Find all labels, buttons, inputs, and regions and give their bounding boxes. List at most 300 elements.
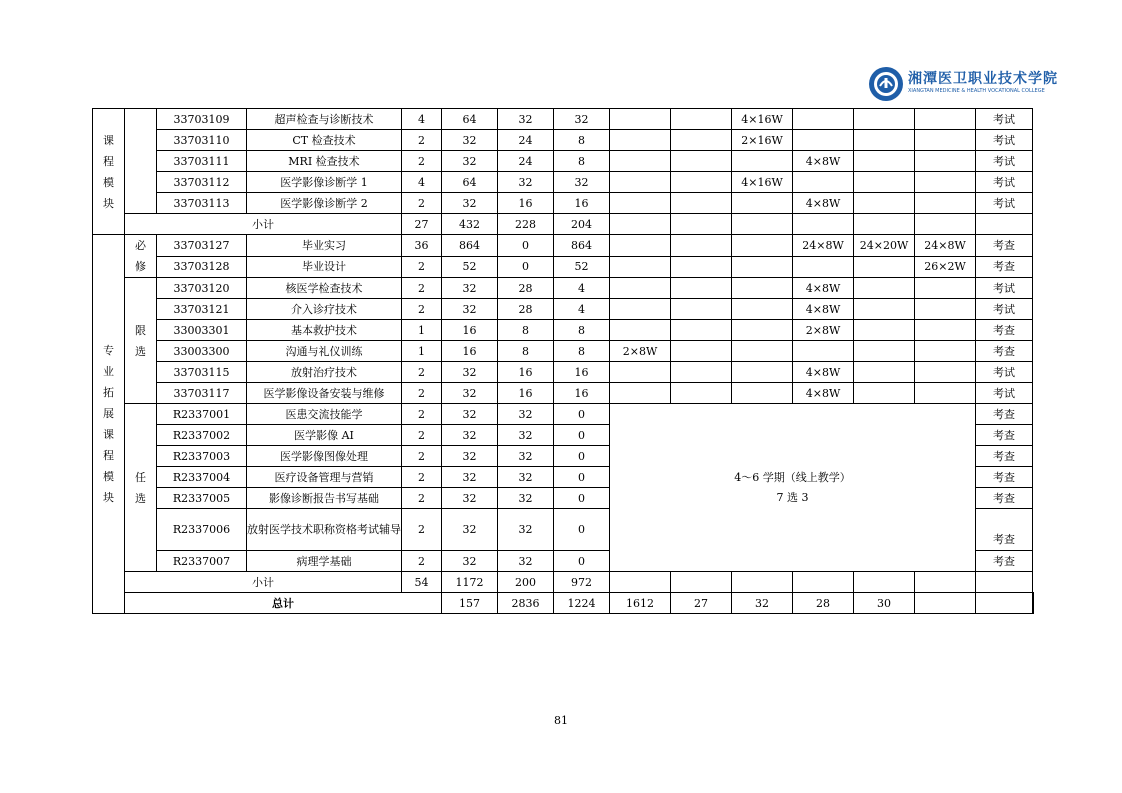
semester-3-hours — [732, 341, 793, 362]
logo-cn-name: 湘潭医卫职业技术学院 — [908, 71, 1058, 87]
semester-2-hours — [671, 341, 732, 362]
assessment-type: 考试 — [976, 278, 1033, 299]
empty-cell — [915, 572, 976, 593]
semester-4-hours — [793, 172, 854, 193]
credit: 2 — [402, 151, 442, 172]
semester-3-hours — [732, 193, 793, 214]
practice-hours: 4 — [554, 299, 610, 320]
theory-hours: 32 — [498, 172, 554, 193]
grand-total-credit: 157 — [442, 593, 498, 614]
professional-extension-module-label — [93, 235, 125, 614]
grand-total-semester-5 — [915, 593, 976, 614]
course-name: CT 检查技术 — [247, 130, 402, 151]
credit: 2 — [402, 278, 442, 299]
theory-hours: 32 — [498, 509, 554, 551]
semester-6-hours: 26×2W — [915, 256, 976, 278]
course-code: R2337001 — [157, 404, 247, 425]
credit: 2 — [402, 130, 442, 151]
semester-1-hours — [610, 299, 671, 320]
semester-5-hours — [854, 320, 915, 341]
practice-hours: 0 — [554, 446, 610, 467]
limited-elective-label-char: 限 — [135, 323, 146, 337]
semester-4-hours: 24×8W — [793, 235, 854, 257]
course-code: 33703111 — [157, 151, 247, 172]
table-row — [93, 404, 1034, 425]
course-module-label — [93, 109, 125, 235]
subtotal-practice-hours: 972 — [554, 572, 610, 593]
semester-1-hours — [610, 235, 671, 257]
semester-5-hours: 24×20W — [854, 235, 915, 257]
assessment-type: 考试 — [976, 383, 1033, 404]
theory-hours: 8 — [498, 341, 554, 362]
semester-4-hours: 4×8W — [793, 362, 854, 383]
course-code: 33703109 — [157, 109, 247, 130]
semester-5-hours — [854, 151, 915, 172]
semester-1-hours — [610, 383, 671, 404]
semester-4-hours: 4×8W — [793, 383, 854, 404]
semester-4-hours — [793, 130, 854, 151]
credit: 2 — [402, 551, 442, 572]
semester-2-hours — [671, 362, 732, 383]
table-row — [93, 172, 1034, 193]
semester-5-hours — [854, 362, 915, 383]
optional-elective-label-char: 选 — [135, 491, 146, 505]
credit: 2 — [402, 256, 442, 278]
semester-4-hours — [793, 109, 854, 130]
course-code: 33003300 — [157, 341, 247, 362]
total-hours: 864 — [442, 235, 498, 257]
semester-2-hours — [671, 299, 732, 320]
semester-2-hours — [671, 278, 732, 299]
total-hours: 16 — [442, 341, 498, 362]
semester-6-hours — [915, 341, 976, 362]
empty-cell — [915, 214, 976, 235]
professional-extension-module-label-char: 课 — [103, 428, 114, 441]
curriculum-table — [92, 108, 1034, 614]
course-name: MRI 检查技术 — [247, 151, 402, 172]
total-hours: 32 — [442, 404, 498, 425]
semester-5-hours — [854, 172, 915, 193]
course-name: 基本救护技术 — [247, 320, 402, 341]
course-code: 33703121 — [157, 299, 247, 320]
course-name: 核医学检查技术 — [247, 278, 402, 299]
course-code: 33703115 — [157, 362, 247, 383]
course-name: 沟通与礼仪训练 — [247, 341, 402, 362]
limited-elective-label — [125, 278, 157, 404]
subtotal-total-hours: 1172 — [442, 572, 498, 593]
course-module-label-char: 课 — [103, 133, 114, 147]
subtotal-label: 小计 — [125, 572, 402, 593]
course-name: 超声检查与诊断技术 — [247, 109, 402, 130]
theory-hours: 28 — [498, 278, 554, 299]
practice-hours: 4 — [554, 278, 610, 299]
subtotal-credit: 54 — [402, 572, 442, 593]
course-code: 33703113 — [157, 193, 247, 214]
practice-hours: 0 — [554, 404, 610, 425]
semester-3-hours — [732, 151, 793, 172]
credit: 2 — [402, 362, 442, 383]
theory-hours: 32 — [498, 425, 554, 446]
semester-2-hours — [671, 235, 732, 257]
assessment-type: 考试 — [976, 172, 1033, 193]
online-teaching-note-line2: 7 选 3 — [776, 490, 809, 504]
total-hours: 32 — [442, 446, 498, 467]
practice-hours: 32 — [554, 172, 610, 193]
empty-cell — [732, 214, 793, 235]
practice-hours: 8 — [554, 151, 610, 172]
assessment-type: 考查 — [976, 235, 1033, 257]
professional-extension-module-label-char: 业 — [103, 365, 114, 378]
subtotal-theory-hours: 200 — [498, 572, 554, 593]
practice-hours: 16 — [554, 193, 610, 214]
practice-hours: 864 — [554, 235, 610, 257]
table-row — [93, 278, 1034, 299]
assessment-type: 考查 — [976, 509, 1033, 551]
course-code: 33003301 — [157, 320, 247, 341]
table-row — [93, 214, 1034, 235]
table-row — [93, 320, 1034, 341]
course-name: 医学影像 AI — [247, 425, 402, 446]
semester-3-hours — [732, 362, 793, 383]
semester-3-hours — [732, 383, 793, 404]
practice-hours: 0 — [554, 488, 610, 509]
table-row — [93, 151, 1034, 172]
subtotal-theory-hours: 228 — [498, 214, 554, 235]
grand-total-semester-3: 28 — [793, 593, 854, 614]
course-code: R2337006 — [157, 509, 247, 551]
course-code: 33703117 — [157, 383, 247, 404]
course-name: 医学影像诊断学 2 — [247, 193, 402, 214]
semester-1-hours — [610, 278, 671, 299]
semester-2-hours — [671, 320, 732, 341]
course-name: 影像诊断报告书写基础 — [247, 488, 402, 509]
grand-total-practice-hours: 1612 — [610, 593, 671, 614]
semester-1-hours — [610, 130, 671, 151]
course-name: 医患交流技能学 — [247, 404, 402, 425]
subtotal-credit: 27 — [402, 214, 442, 235]
course-module-label-char: 模 — [103, 175, 114, 189]
semester-6-hours — [915, 320, 976, 341]
semester-1-hours — [610, 362, 671, 383]
total-hours: 32 — [442, 299, 498, 320]
course-code: 33703127 — [157, 235, 247, 257]
credit: 4 — [402, 172, 442, 193]
empty-cell — [732, 572, 793, 593]
semester-6-hours — [915, 172, 976, 193]
table-row — [93, 383, 1034, 404]
credit: 36 — [402, 235, 442, 257]
professional-extension-module-label-char: 程 — [103, 449, 114, 462]
empty-cell — [610, 214, 671, 235]
theory-hours: 24 — [498, 151, 554, 172]
course-code: R2337003 — [157, 446, 247, 467]
assessment-type: 考查 — [976, 488, 1033, 509]
semester-4-hours: 4×8W — [793, 151, 854, 172]
semester-4-hours: 4×8W — [793, 278, 854, 299]
grand-total-label: 总计 — [125, 593, 442, 614]
table-row — [93, 235, 1034, 257]
grand-total-assessment — [1033, 593, 1034, 614]
course-code: 33703112 — [157, 172, 247, 193]
required-label — [125, 235, 157, 278]
professional-extension-module-label-char: 展 — [103, 407, 114, 420]
credit: 2 — [402, 467, 442, 488]
semester-6-hours — [915, 130, 976, 151]
course-name: 放射医学技术职称资格考试辅导 — [247, 509, 402, 551]
practice-hours: 0 — [554, 467, 610, 488]
logo-en-name: XIANGTAN MEDICINE & HEALTH VOCATIONAL COLLEGE — [908, 88, 1045, 94]
table-row — [93, 130, 1034, 151]
optional-elective-label-char: 任 — [135, 470, 146, 484]
credit: 2 — [402, 446, 442, 467]
semester-4-hours: 4×8W — [793, 193, 854, 214]
course-code: 33703128 — [157, 256, 247, 278]
credit: 2 — [402, 383, 442, 404]
table-row — [93, 341, 1034, 362]
total-hours: 32 — [442, 193, 498, 214]
empty-cell — [976, 214, 1033, 235]
semester-6-hours — [915, 299, 976, 320]
assessment-type: 考查 — [976, 467, 1033, 488]
credit: 2 — [402, 425, 442, 446]
semester-6-hours — [915, 362, 976, 383]
course-name: 毕业设计 — [247, 256, 402, 278]
course-code: R2337005 — [157, 488, 247, 509]
theory-hours: 24 — [498, 130, 554, 151]
total-hours: 32 — [442, 130, 498, 151]
table-row — [93, 193, 1034, 214]
assessment-type: 考试 — [976, 193, 1033, 214]
theory-hours: 0 — [498, 235, 554, 257]
empty-cell — [671, 572, 732, 593]
semester-6-hours — [915, 278, 976, 299]
total-hours: 16 — [442, 320, 498, 341]
empty-cell — [976, 572, 1033, 593]
practice-hours: 0 — [554, 509, 610, 551]
semester-6-hours — [915, 383, 976, 404]
practice-hours: 8 — [554, 320, 610, 341]
semester-6-hours: 24×8W — [915, 235, 976, 257]
semester-5-hours — [854, 341, 915, 362]
semester-4-hours: 2×8W — [793, 320, 854, 341]
empty-cell — [671, 214, 732, 235]
total-hours: 32 — [442, 551, 498, 572]
semester-1-hours — [610, 109, 671, 130]
assessment-type: 考查 — [976, 320, 1033, 341]
assessment-type: 考试 — [976, 299, 1033, 320]
credit: 1 — [402, 320, 442, 341]
subtotal-label: 小计 — [125, 214, 402, 235]
semester-2-hours — [671, 193, 732, 214]
course-name: 医学影像设备安装与维修 — [247, 383, 402, 404]
credit: 2 — [402, 193, 442, 214]
empty-cell — [610, 572, 671, 593]
grand-total-semester-2: 32 — [732, 593, 793, 614]
total-hours: 32 — [442, 383, 498, 404]
course-code: 33703110 — [157, 130, 247, 151]
course-name: 放射治疗技术 — [247, 362, 402, 383]
table-row — [93, 256, 1034, 278]
semester-1-hours — [610, 172, 671, 193]
limited-elective-label-char: 选 — [135, 344, 146, 358]
subtotal-practice-hours: 204 — [554, 214, 610, 235]
assessment-type: 考查 — [976, 404, 1033, 425]
empty-cell — [854, 572, 915, 593]
assessment-type: 考查 — [976, 341, 1033, 362]
theory-hours: 32 — [498, 488, 554, 509]
course-module-label-char: 块 — [103, 196, 114, 210]
semester-6-hours — [915, 151, 976, 172]
course-name: 医疗设备管理与营销 — [247, 467, 402, 488]
theory-hours: 16 — [498, 362, 554, 383]
semester-2-hours — [671, 109, 732, 130]
practice-hours: 52 — [554, 256, 610, 278]
theory-hours: 16 — [498, 193, 554, 214]
course-name: 介入诊疗技术 — [247, 299, 402, 320]
grand-total-semester-1: 27 — [671, 593, 732, 614]
semester-4-hours — [793, 256, 854, 278]
table-row — [93, 109, 1034, 130]
credit: 1 — [402, 341, 442, 362]
course-name: 医学影像图像处理 — [247, 446, 402, 467]
theory-hours: 32 — [498, 551, 554, 572]
professional-extension-module-label-char: 块 — [103, 491, 114, 504]
total-hours: 32 — [442, 278, 498, 299]
total-hours: 64 — [442, 172, 498, 193]
empty-cell — [793, 572, 854, 593]
total-hours: 52 — [442, 256, 498, 278]
course-code: R2337004 — [157, 467, 247, 488]
subtotal-total-hours: 432 — [442, 214, 498, 235]
semester-3-hours — [732, 256, 793, 278]
semester-2-hours — [671, 172, 732, 193]
semester-1-hours: 2×8W — [610, 341, 671, 362]
grand-total-hours: 2836 — [498, 593, 554, 614]
optional-elective-label — [125, 404, 157, 572]
table-row — [93, 362, 1034, 383]
total-hours: 32 — [442, 467, 498, 488]
theory-hours: 0 — [498, 256, 554, 278]
table-row — [93, 572, 1034, 593]
semester-5-hours — [854, 278, 915, 299]
total-hours: 32 — [442, 488, 498, 509]
practice-hours: 0 — [554, 551, 610, 572]
semester-4-hours: 4×8W — [793, 299, 854, 320]
semester-1-hours — [610, 256, 671, 278]
semester-6-hours — [915, 109, 976, 130]
theory-hours: 32 — [498, 467, 554, 488]
semester-5-hours — [854, 383, 915, 404]
semester-6-hours — [915, 193, 976, 214]
course-name: 医学影像诊断学 1 — [247, 172, 402, 193]
semester-1-hours — [610, 320, 671, 341]
course-code: R2337002 — [157, 425, 247, 446]
assessment-type: 考试 — [976, 362, 1033, 383]
practice-hours: 16 — [554, 362, 610, 383]
semester-5-hours — [854, 109, 915, 130]
required-label-char: 必 — [135, 239, 146, 252]
credit: 2 — [402, 299, 442, 320]
theory-hours: 28 — [498, 299, 554, 320]
semester-3-hours — [732, 299, 793, 320]
semester-3-hours: 4×16W — [732, 172, 793, 193]
theory-hours: 16 — [498, 383, 554, 404]
required-label-char: 修 — [135, 260, 146, 273]
professional-extension-module-label-char: 专 — [103, 344, 114, 357]
practice-hours: 16 — [554, 383, 610, 404]
course-module-label-char: 程 — [103, 154, 114, 168]
assessment-type: 考试 — [976, 151, 1033, 172]
semester-3-hours: 2×16W — [732, 130, 793, 151]
credit: 4 — [402, 109, 442, 130]
semester-3-hours — [732, 278, 793, 299]
assessment-type: 考查 — [976, 256, 1033, 278]
credit: 2 — [402, 404, 442, 425]
semester-1-hours — [610, 193, 671, 214]
credit: 2 — [402, 488, 442, 509]
semester-2-hours — [671, 151, 732, 172]
total-hours: 64 — [442, 109, 498, 130]
assessment-type: 考查 — [976, 446, 1033, 467]
semester-4-hours — [793, 341, 854, 362]
table-row — [93, 299, 1034, 320]
assessment-type: 考查 — [976, 425, 1033, 446]
semester-1-hours — [610, 151, 671, 172]
theory-hours: 32 — [498, 109, 554, 130]
table-row — [93, 593, 1034, 614]
grand-total-theory-hours: 1224 — [554, 593, 610, 614]
subgroup-blank — [125, 109, 157, 214]
practice-hours: 8 — [554, 130, 610, 151]
semester-3-hours — [732, 235, 793, 257]
professional-extension-module-label-char: 模 — [103, 470, 114, 483]
empty-cell — [793, 214, 854, 235]
online-teaching-note-line1: 4～6 学期（线上教学） — [734, 470, 851, 484]
grand-total-semester-6 — [976, 593, 1033, 614]
course-name: 毕业实习 — [247, 235, 402, 257]
practice-hours: 0 — [554, 425, 610, 446]
semester-3-hours — [732, 320, 793, 341]
total-hours: 32 — [442, 151, 498, 172]
semester-5-hours — [854, 193, 915, 214]
semester-5-hours — [854, 256, 915, 278]
semester-2-hours — [671, 256, 732, 278]
assessment-type: 考查 — [976, 551, 1033, 572]
theory-hours: 32 — [498, 404, 554, 425]
total-hours: 32 — [442, 509, 498, 551]
practice-hours: 32 — [554, 109, 610, 130]
theory-hours: 8 — [498, 320, 554, 341]
total-hours: 32 — [442, 362, 498, 383]
theory-hours: 32 — [498, 446, 554, 467]
grand-total-semester-4: 30 — [854, 593, 915, 614]
total-hours: 32 — [442, 425, 498, 446]
empty-cell — [854, 214, 915, 235]
course-code: R2337007 — [157, 551, 247, 572]
course-name: 病理学基础 — [247, 551, 402, 572]
semester-2-hours — [671, 383, 732, 404]
credit: 2 — [402, 509, 442, 551]
college-emblem-icon — [868, 66, 904, 102]
page-number: 81 — [554, 714, 568, 727]
professional-extension-module-label-char: 拓 — [103, 386, 114, 399]
course-code: 33703120 — [157, 278, 247, 299]
college-logo — [868, 64, 1058, 104]
assessment-type: 考试 — [976, 130, 1033, 151]
online-teaching-note — [610, 404, 976, 572]
assessment-type: 考试 — [976, 109, 1033, 130]
semester-2-hours — [671, 130, 732, 151]
